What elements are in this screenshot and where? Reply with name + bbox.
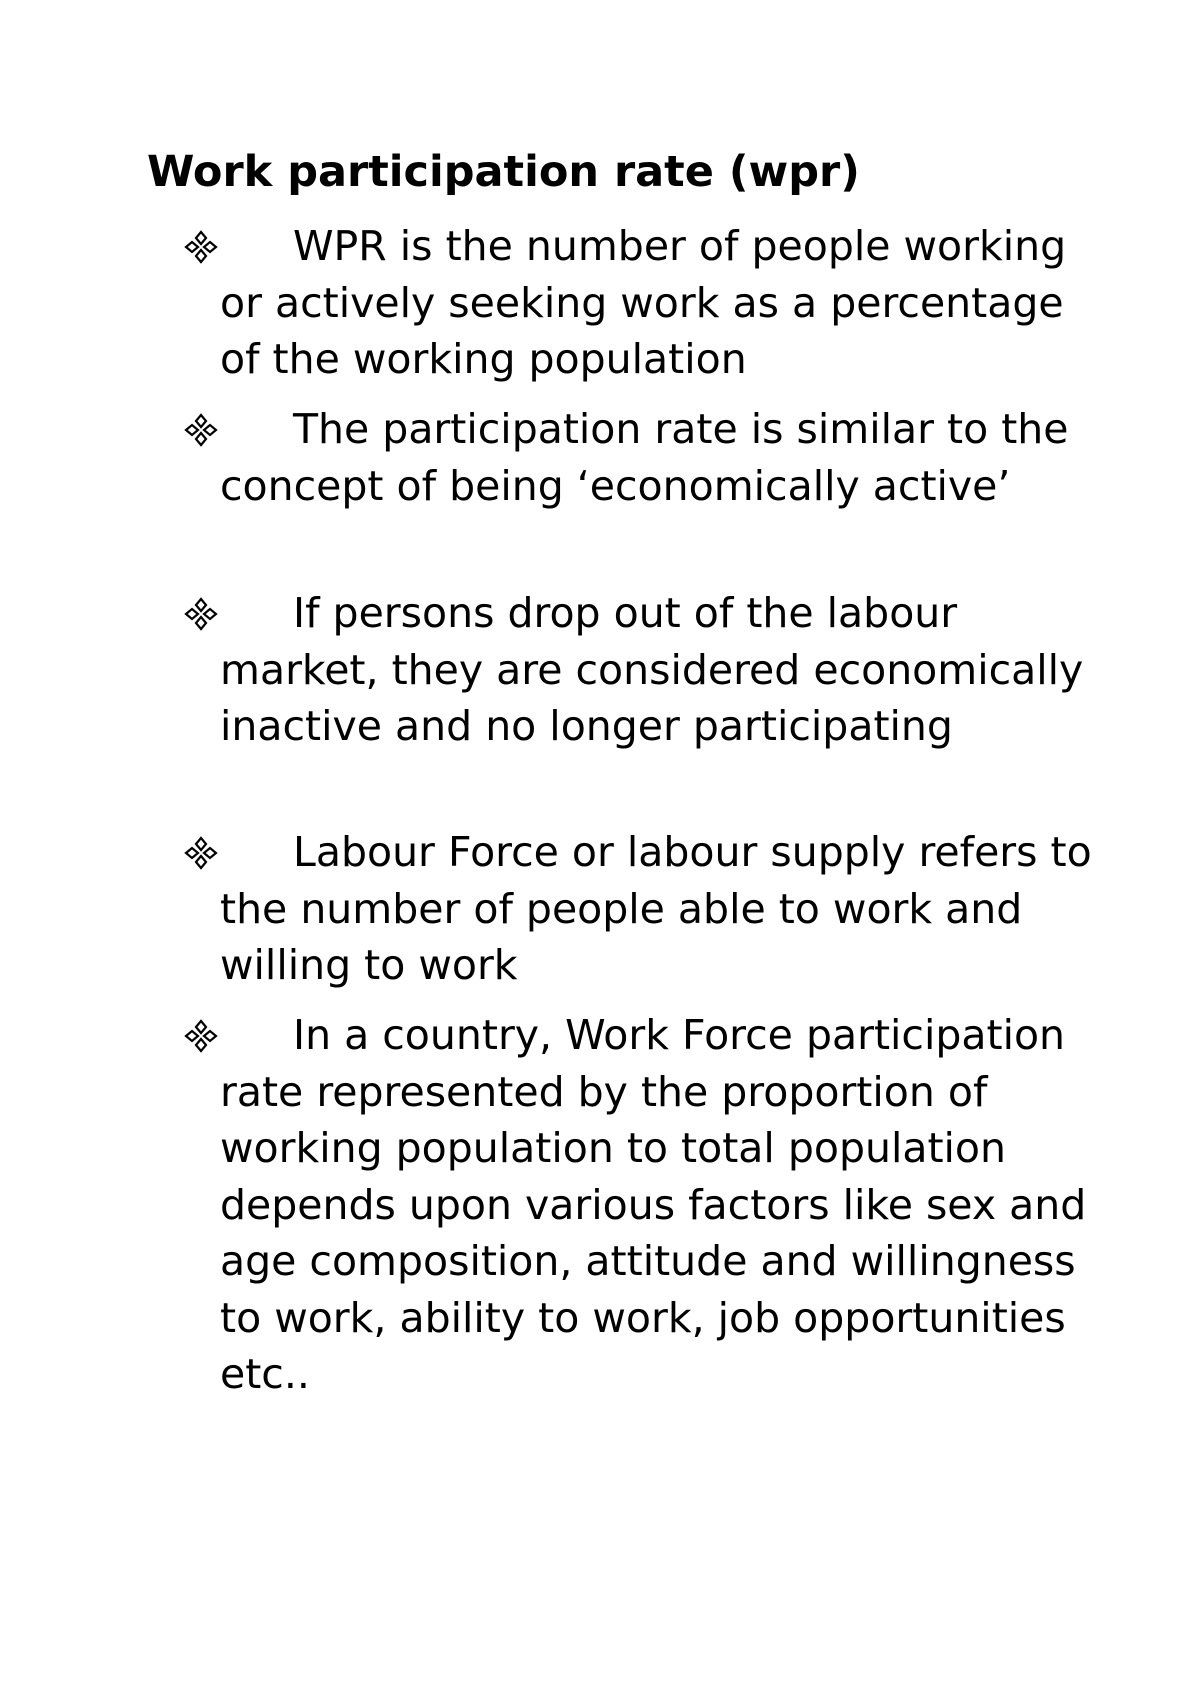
- list-item-text: Labour Force or labour supply refers to the number of people able to work and willing to work: [220, 828, 1092, 989]
- page-title: Work participation rate (wpr): [147, 147, 860, 197]
- list-item-text: The participation rate is similar to the concept of being ‘economically active’: [220, 405, 1069, 510]
- list-item-text: If persons drop out of the labour market, they are considered economically inactive and no longer participating: [220, 589, 1084, 750]
- list-item-text: WPR is the number of people working or actively seeking work as a percentage of the working population: [220, 222, 1067, 383]
- list-item-text: In a country, Work Force participation rate represented by the proportion of working population to total population depends upon various factors like sex and age composition, attitude and willingness to work, ability to work, job opportunities etc..: [220, 1011, 1087, 1398]
